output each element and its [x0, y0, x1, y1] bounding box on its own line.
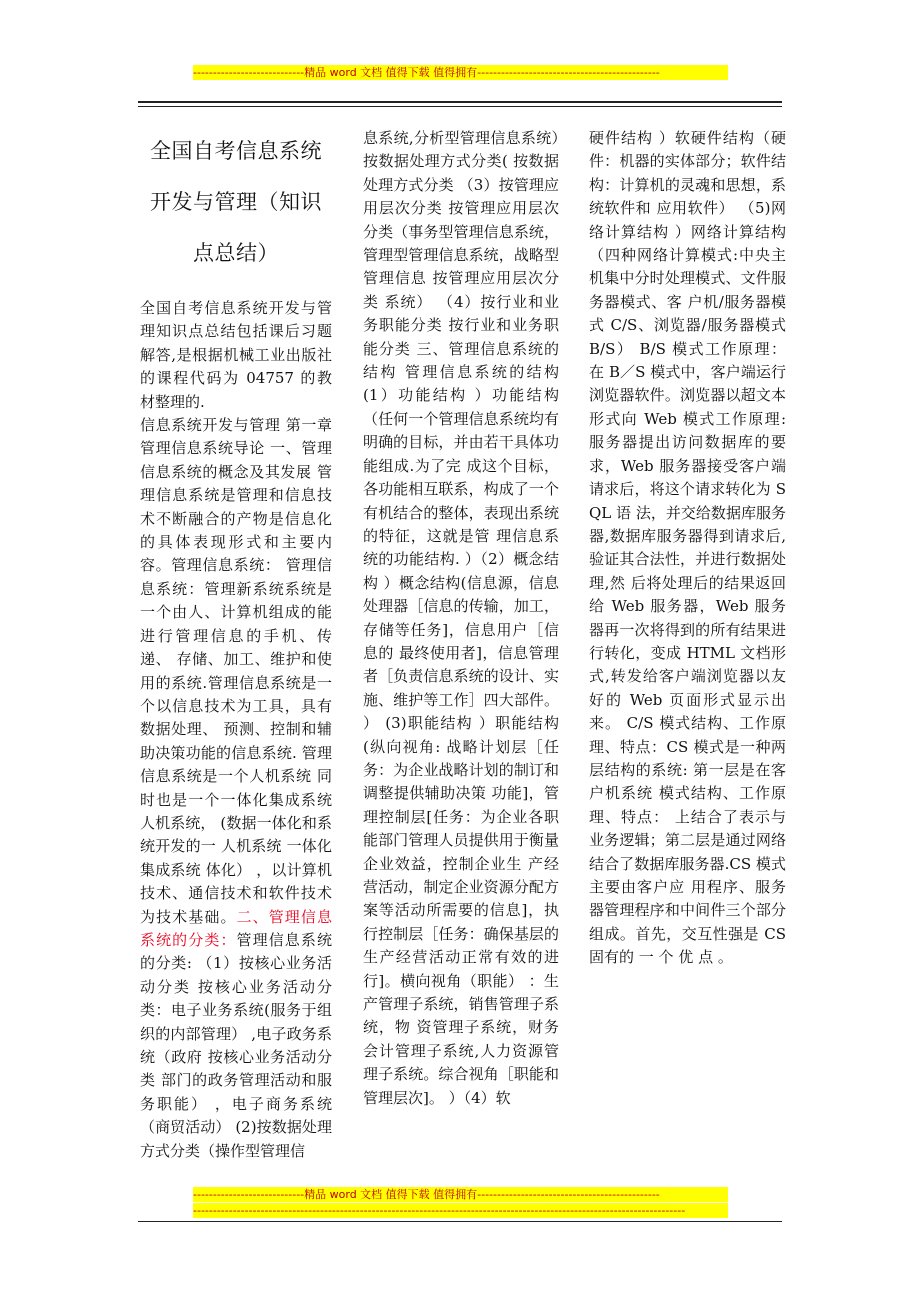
- document-title: 全国自考信息系统开发与管理（知识点总结）: [150, 139, 322, 265]
- section-heading-classification: 二、管理信息系统的分类：: [140, 907, 332, 949]
- column-2-text: 息系统,分析型管理信息系统）按数据处理方式分类( 按数据处理方式分类 （3）按管理应用层次分类 按管理应用层次分类（事务型管理信息系统，管理型管理信息系统，战略型管理信息 按管理应用层次分类 系统） （4）按行业和业务职能分类 按行业和业务职能分类 三、管理信息系统的结构 管理信息系统的结构 (1）功能结构 ）功能结构（任何一个管理信息系统均有明确的目标，并由若干具体功能组成.为了完 成这个目标，各功能相互联系，构成了一个有机结合的整体，表现出系统的特征，这就是管 理信息系统的功能结构. ）（2）概念结构 ）概念结构(信息源，信息处理器［信息的传输，加工，存储等任务]，信息用户［信息的 最终使用者]，信息管理者［负责信息系统的设计、实施、维护等工作］四大部件。 ） (3)职能结构 ）职能结构(纵向视角: 战略计划层［任务：为企业战略计划的制订和调整提供辅助决策 功能]，管理控制层[任务：为企业各职能部门管理人员提供用于衡量企业效益，控制企业生 产经营活动，制定企业资源分配方案等活动所需要的信息]，执行控制层［任务：确保基层的生产经营活动正常有效的进行]。横向视角（职能） ：生产管理子系统，销售管理子系统，物 资管理子系统，财务会计管理子系统,人力资源管理子系统。综合视角［职能和管理层次]。 ）（4）软: [363, 129, 559, 1107]
- header-banner: [193, 65, 728, 80]
- intro-paragraph: 全国自考信息系统开发与管理知识点总结包括课后习题解答,是根据机械工业出版社的课程代码为 04757 的教材整理的.: [140, 299, 332, 411]
- header-rule-top: [138, 101, 782, 103]
- chapter-paragraph: [140, 414, 332, 1163]
- classification-text: 管理信息系统的分类: （1）按核心业务活动分类 按核心业务活动分类：电子业务系统(服务于组织的内部管理） ,电子政务系统（政府 按核心业务活动分类 部门的政务管理活动和服务职能） ，电子商务系统（商贸活动） (2)按数据处理方式分类（操作型管理信: [140, 930, 332, 1160]
- footer-banner-text: 精品 word 文档 值得下载 值得拥有: [304, 1188, 478, 1201]
- column-3-text: 硬件结构 ）软硬件结构（硬件：机器的实体部分；软件结构：计算机的灵魂和思想，系统软件和 应用软件） （5)网络计算结构 ）网络计算结构（四种网络计算模式:中央主机集中分时处理模式、文件服务器模式、客 户机/服务器模式 C/S、浏览器/服务器模式 B/S） B/S 模式工作原理：在 B／S 模式中，客户端运行浏览器软件。浏览器以超文本形式向 Web 模式工作原理: 服务器提出访问数据库的要求，Web 服务器接受客户端请求后，将这个请求转化为 SQL 语 法，并交给数据库服务器,数据库服务器得到请求后,验证其合法性，并进行数据处理,然 后将处理后的结果返回给 Web 服务器，Web 服务器再一次将得到的所有结果进行转化，变成 HTML 文档形式,转发给客户端浏览器以友好的 Web 页面形式显示出来。 C/S 模式结构、工作原理、特点：CS 模式是一种两层结构的系统: 第一层是在客户机系统 模式结构、工作原理、特点： 上结合了表示与业务逻辑；第二层是通过网络结合了数据库服务器.CS 模式主要由客户应 用程序、服务器管理程序和中间件三个部分组成。首先，交互性强是 CS 固有的 一 个 优 点 。: [589, 129, 786, 967]
- header-banner-text: 精品 word 文档 值得下载 值得拥有: [304, 66, 478, 79]
- header-banner-left: ----------------------------: [193, 66, 305, 79]
- column-1: [140, 128, 332, 1163]
- footer-banner-left: ----------------------------: [193, 1188, 305, 1201]
- chapter-text: 信息系统开发与管理 第一章 管理信息系统导论 一、管理信息系统的概念及其发展 管理信息系统是管理和信息技术不断融合的产物是信息化的具体表现形式和主要内容。管理信息系统： 管理信息系统：管理新系统系统是一个由人、计算机组成的能进行管理信息的手机、传递、 存储、加工、维护和使用的系统.管理信息系统是一个以信息技术为工具，具有数据处理、 预测、控制和辅助决策功能的信息系统. 管理信息系统是一个人机系统 同时也是一个一体化集成系统 人机系统， (数据一体化和系统开发的一 人机系统 一体化集成系统 体化） ，以计算机技术、通信技术和软件技术为技术基础。: [140, 416, 332, 926]
- column-2: [363, 127, 559, 1110]
- header-rule-bottom: [138, 106, 782, 107]
- column-3: [589, 127, 786, 970]
- header-banner-right: ----------------------------------------------: [477, 66, 660, 79]
- footer-banner-right: ----------------------------------------------: [477, 1188, 660, 1201]
- footer-banner: [193, 1187, 728, 1202]
- footer-banner-dashes: ----------------------------------------------------------------------------------------------------------------------------: [193, 1203, 728, 1218]
- footer-rule: [138, 1221, 782, 1222]
